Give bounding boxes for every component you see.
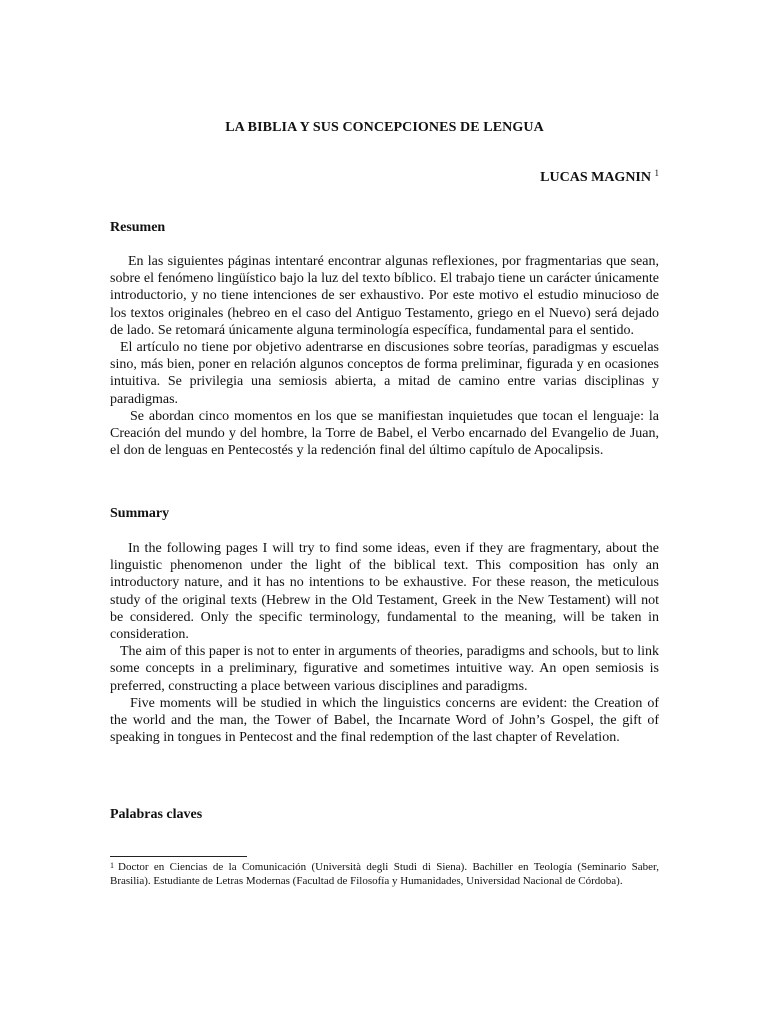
summary-paragraph: Five moments will be studied in which the linguistics concerns are evident: the Creation of the world and the man, the Tower of Babel, the Incarnate Word of John’s Gospel, the gift of speaking in tongues in Pentecost and the final redemption of the last chapter of Revelation. bbox=[110, 695, 659, 746]
summary-paragraph: In the following pages I will try to find some ideas, even if they are fragmentary, about the linguistic phenomenon under the light of the biblical text. This composition has only an introductory nature, and it has no intentions to be exhaustive. For these reason, the meticulous study of the original texts (Hebrew in the Old Testament, Greek in the New Testament) will not be considered. Only the specific terminology, fundamental to the meaning, will be taken in consideration. bbox=[110, 541, 659, 643]
footnote bbox=[110, 860, 659, 888]
resumen-paragraph: El artículo no tiene por objetivo adentrarse en discusiones sobre teorías, paradigmas y escuelas sino, más bien, poner en relación algunos conceptos de forma preliminar, figurada y en ocasiones intuitiva. Se privilegia una semiosis abierta, a mitad de camino entre varias disciplinas y paradigmas. bbox=[110, 340, 659, 407]
resumen-body bbox=[110, 253, 659, 459]
resumen-paragraph: Se abordan cinco momentos en los que se manifiestan inquietudes que tocan el lenguaje: la Creación del mundo y del hombre, la Torre de Babel, el Verbo encarnado del Evangelio de Juan, el don de lenguas en Pentecostés y la redención final del último capítulo de Apocalipsis. bbox=[110, 408, 659, 459]
footnote-reference[interactable]: 1 bbox=[654, 168, 659, 178]
footnote-marker: 1 bbox=[110, 861, 114, 870]
summary-heading: Summary bbox=[110, 506, 170, 521]
author-name: LUCAS MAGNIN bbox=[540, 170, 651, 185]
footnote-divider bbox=[110, 856, 247, 857]
summary-body bbox=[110, 540, 659, 746]
author-line bbox=[110, 170, 659, 186]
resumen-paragraph: En las siguientes páginas intentaré encontrar algunas reflexiones, por fragmentarias que sean, sobre el fenómeno lingüístico bajo la luz del texto bíblico. El trabajo tiene un carácter únicamente introductorio, y no tiene intenciones de ser exhaustivo. Por este motivo el estudio minucioso de los textos originales (hebreo en el caso del Antiguo Testamento, griego en el Nuevo) será dejado de lado. Se retomará únicamente alguna terminología específica, fundamental para el sentido. bbox=[110, 254, 659, 338]
resumen-heading: Resumen bbox=[110, 220, 166, 235]
document-page bbox=[110, 0, 659, 1024]
summary-paragraph: The aim of this paper is not to enter in arguments of theories, paradigms and schools, but to link some concepts in a preliminary, figurative and sometimes intuitive way. An open semiosis is preferred, constructing a place between various disciplines and paradigms. bbox=[110, 644, 659, 694]
keywords-heading: Palabras claves bbox=[110, 807, 203, 822]
document-title: LA BIBLIA Y SUS CONCEPCIONES DE LENGUA bbox=[225, 120, 544, 135]
footnote-text: Doctor en Ciencias de la Comunicación (Università degli Studi di Siena). Bachiller en Teología (Seminario Saber, Brasilia). Estudiante de Letras Modernas (Facultad de Filosofía y Humanidades, Universidad Nacional de Córdoba). bbox=[110, 861, 659, 887]
